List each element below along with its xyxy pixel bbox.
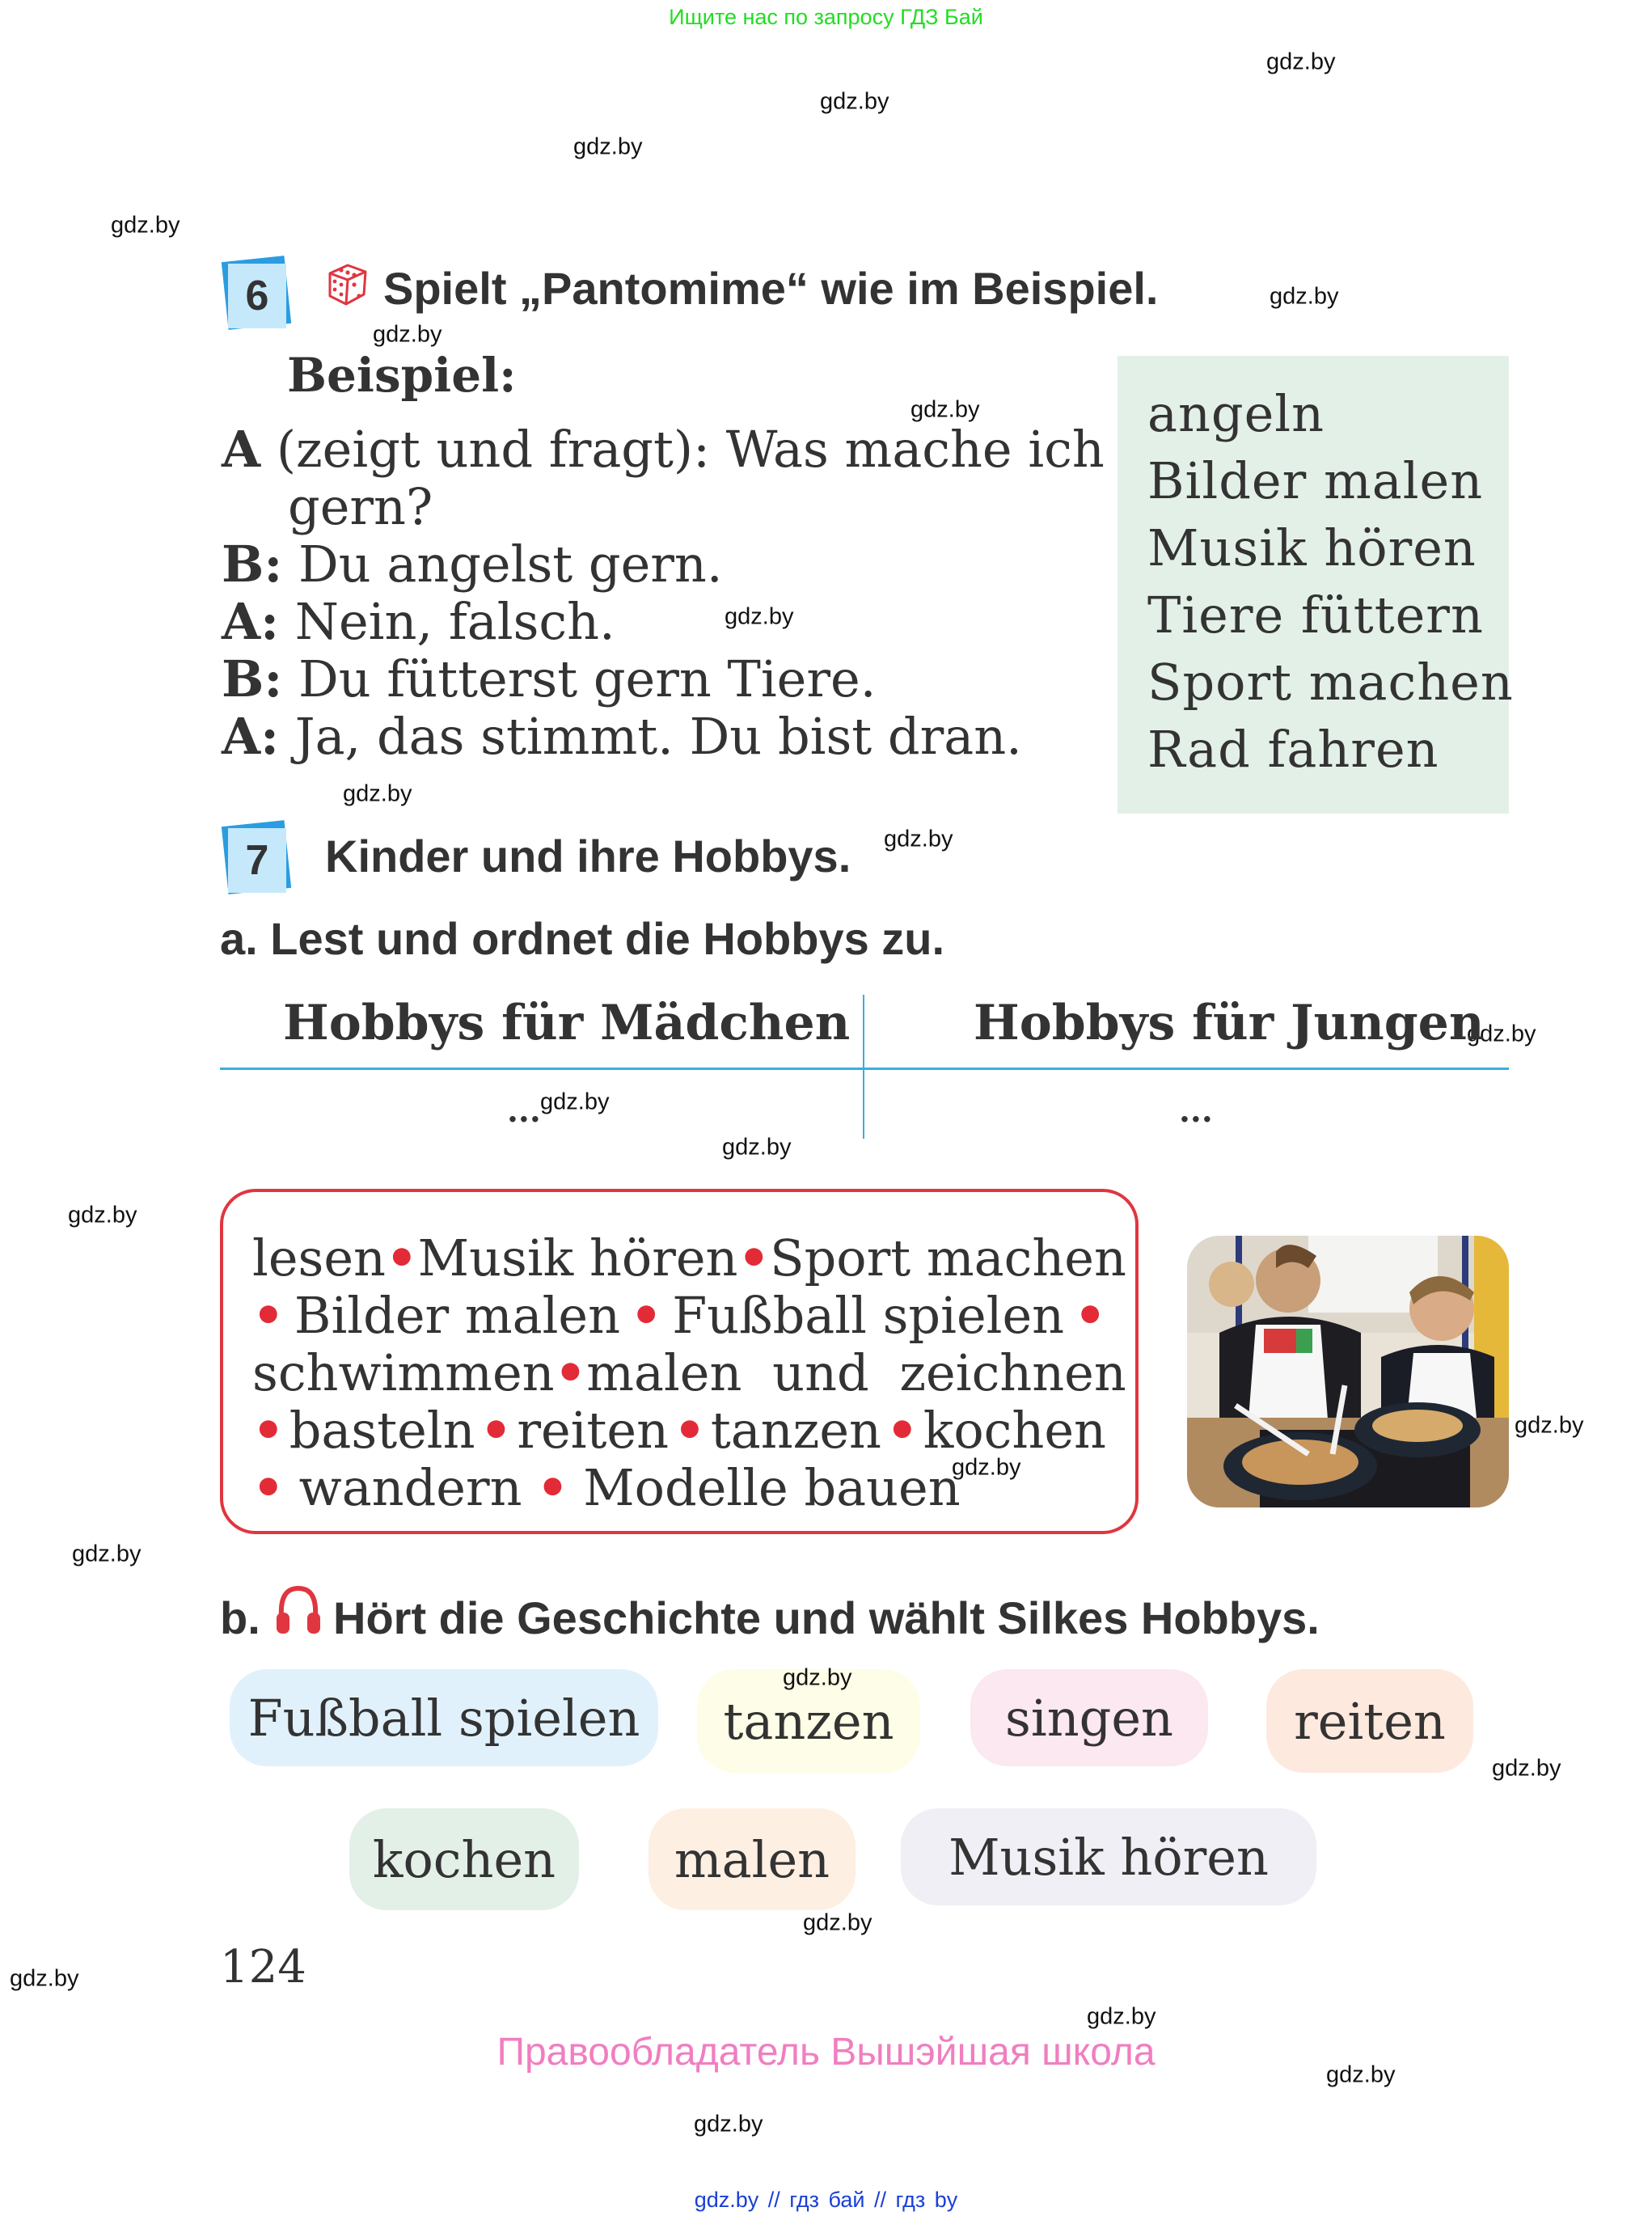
cooking-children-photo xyxy=(1187,1236,1509,1507)
dialogue-line: A: Nein, falsch. xyxy=(222,592,615,651)
example-label: Beispiel: xyxy=(287,348,517,403)
watermark: gdz.by xyxy=(573,133,643,160)
watermark: gdz.by xyxy=(10,1965,79,1992)
watermark: gdz.by xyxy=(72,1541,142,1567)
watermark: gdz.by xyxy=(820,88,889,115)
hobby-word: kochen xyxy=(923,1401,1106,1460)
hobby-word: basteln xyxy=(289,1401,475,1460)
task-6-title: Spielt „Pantomime“ wie im Beispiel. xyxy=(383,263,1159,314)
task-number: 7 xyxy=(228,828,286,893)
word-row xyxy=(252,1459,1106,1516)
dialogue-line: A: Ja, das stimmt. Du bist dran. xyxy=(222,707,1022,766)
copyright-notice: Правообладатель Вышэйшая школа xyxy=(496,2031,1156,2074)
watermark: gdz.by xyxy=(783,1664,852,1691)
bullet-icon: • xyxy=(554,1343,587,1402)
hobby-word: Bilder malen xyxy=(294,1286,621,1345)
option-pill[interactable]: kochen xyxy=(349,1808,579,1910)
page-number: 124 xyxy=(220,1941,306,1994)
word-list-item: Sport machen xyxy=(1147,653,1514,712)
activity-word-list xyxy=(1118,356,1514,814)
bullet-icon: • xyxy=(385,1228,418,1287)
task-7-title: Kinder und ihre Hobbys. xyxy=(325,831,851,882)
watermark: gdz.by xyxy=(884,826,953,852)
watermark: gdz.by xyxy=(911,396,980,423)
word-row xyxy=(252,1402,1106,1459)
word-row xyxy=(252,1228,1126,1287)
headphones-icon xyxy=(273,1583,323,1637)
watermark: gdz.by xyxy=(1266,49,1336,75)
option-pill[interactable]: reiten xyxy=(1266,1669,1473,1773)
watermark: gdz.by xyxy=(1467,1021,1536,1047)
hobby-word-box xyxy=(220,1189,1139,1534)
bullet-icon: • xyxy=(674,1401,706,1460)
watermark: gdz.by xyxy=(343,780,412,807)
hobby-word: lesen xyxy=(252,1228,386,1287)
option-pill[interactable]: tanzen xyxy=(697,1669,920,1773)
bullet-icon: • xyxy=(886,1401,919,1460)
dialogue-line: B: Du fütterst gern Tiere. xyxy=(222,649,877,708)
bullet-icon: • xyxy=(1074,1286,1106,1345)
task-number-badge xyxy=(222,822,288,893)
bullet-icon: • xyxy=(536,1458,569,1517)
dice-icon xyxy=(323,260,370,307)
part-a-title: a. Lest und ordnet die Hobbys zu. xyxy=(220,913,945,964)
watermark: gdz.by xyxy=(1270,283,1339,310)
task-number-badge xyxy=(222,257,288,328)
hobby-sort-table xyxy=(220,995,1509,1139)
bullet-icon: • xyxy=(737,1228,771,1287)
part-b-label: b. xyxy=(220,1592,260,1643)
column-header-girls: Hobbys für Mädchen xyxy=(283,995,851,1051)
footer-links[interactable]: gdz.by // гдз бай // гдз by xyxy=(694,2188,958,2212)
table-divider xyxy=(863,995,864,1139)
hobby-word: schwimmen xyxy=(252,1343,555,1402)
hobby-word: malen und zeichnen xyxy=(586,1343,1126,1402)
option-pill[interactable]: singen xyxy=(970,1669,1208,1766)
watermark: gdz.by xyxy=(952,1454,1021,1481)
word-row xyxy=(252,1343,1126,1402)
column-header-boys: Hobbys für Jungen xyxy=(974,995,1485,1051)
word-list-item: angeln xyxy=(1147,384,1325,443)
search-hint-banner: Ищите нас по запросу ГДЗ Бай xyxy=(669,5,983,29)
word-row xyxy=(252,1287,1106,1344)
watermark: gdz.by xyxy=(1087,2003,1156,2030)
bullet-icon: • xyxy=(480,1401,513,1460)
example-dialogue xyxy=(222,420,1105,766)
dialogue-line: gern? xyxy=(288,477,433,536)
watermark: gdz.by xyxy=(1515,1412,1584,1439)
watermark: gdz.by xyxy=(540,1089,610,1115)
watermark: gdz.by xyxy=(803,1909,872,1936)
watermark: gdz.by xyxy=(68,1202,137,1228)
watermark: gdz.by xyxy=(694,2111,763,2137)
word-list-item: Tiere füttern xyxy=(1147,586,1484,645)
bullet-icon: • xyxy=(252,1286,285,1345)
watermark: gdz.by xyxy=(1492,1755,1561,1782)
table-divider xyxy=(220,1068,1509,1070)
watermark: gdz.by xyxy=(1326,2061,1396,2088)
bullet-icon: • xyxy=(630,1286,662,1345)
bullet-icon: • xyxy=(252,1458,285,1517)
option-pill[interactable]: malen xyxy=(649,1808,856,1910)
hobby-word: Fußball spielen xyxy=(672,1286,1065,1345)
watermark: gdz.by xyxy=(373,321,442,348)
word-list-item: Rad fahren xyxy=(1147,720,1439,779)
option-pill[interactable]: Fußball spielen xyxy=(230,1669,658,1766)
hobby-word: Sport machen xyxy=(770,1228,1126,1287)
dialogue-line: A (zeigt und fragt): Was mache ich xyxy=(222,420,1105,479)
word-list-item: Bilder malen xyxy=(1147,451,1484,510)
dialogue-line: B: Du angelst gern. xyxy=(222,535,723,594)
word-list-item: Musik hören xyxy=(1147,518,1477,577)
watermark: gdz.by xyxy=(722,1134,792,1161)
hobby-word: tanzen xyxy=(710,1401,881,1460)
hobby-word: Musik hören xyxy=(417,1228,738,1287)
watermark: gdz.by xyxy=(725,603,794,630)
part-b-instruction: Hört die Geschichte und wählt Silkes Hobbys. xyxy=(333,1592,1320,1643)
watermark: gdz.by xyxy=(111,212,180,239)
bullet-icon: • xyxy=(252,1401,285,1460)
option-pill[interactable]: Musik hören xyxy=(901,1808,1316,1905)
table-cell-boys[interactable]: ... xyxy=(1179,1092,1213,1130)
hobby-word: wandern xyxy=(298,1458,522,1517)
hobby-word: Modelle bauen xyxy=(583,1458,961,1517)
task-number: 6 xyxy=(228,264,286,328)
table-cell-girls[interactable]: ... xyxy=(507,1092,541,1130)
hobby-word: reiten xyxy=(517,1401,670,1460)
